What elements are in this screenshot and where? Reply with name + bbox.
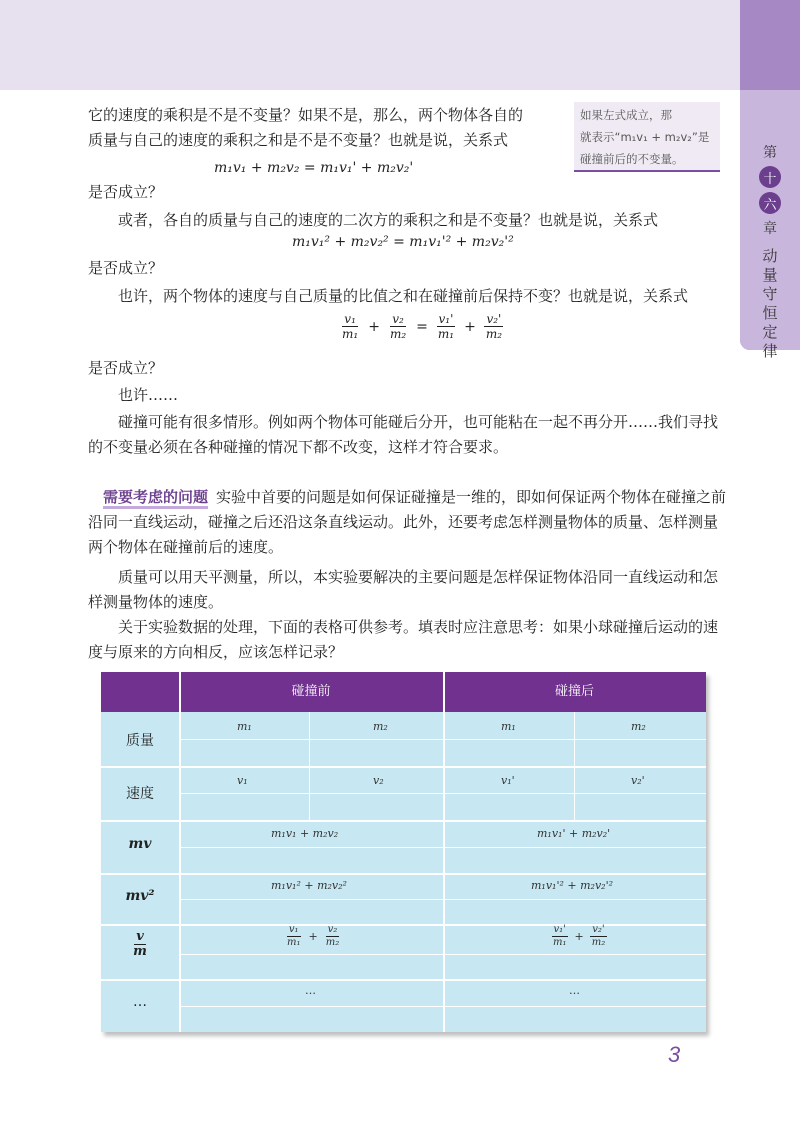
paragraph-9-text: 实验中首要的问题是如何保证碰撞是一维的，即如何保证两个物体在碰撞之前沿同一直线运动，碰撞之后还沿这条直线运动。此外，还要考虑怎样测量物体的质量、怎样测量两个物体在碰撞前后的速度。: [88, 488, 727, 556]
header-after: 碰撞后: [554, 684, 594, 699]
header-band: [0, 0, 740, 90]
cell-etc-after: …: [569, 984, 580, 997]
frac-a: [340, 312, 360, 341]
cell-mv-before: m₁v₁ + m₂v₂: [271, 827, 339, 840]
cell-mass-before-1: m₁: [237, 720, 252, 733]
paragraph-1-line-2: 质量与自己的速度的乘积之和是不是不变量？也就是说，关系式: [88, 131, 509, 149]
chapter-prefix: 第: [763, 145, 777, 161]
cell-vm-after-frac-a: [551, 924, 569, 949]
cell-vm-before-a-num: v₁: [288, 924, 299, 935]
cell-vm-before-b-num: v₂: [327, 924, 338, 935]
frac-c: [436, 312, 456, 341]
frac-b-den: m₂: [389, 327, 407, 341]
row-label-mv2: mv²: [125, 888, 155, 904]
frac-d: [484, 312, 504, 341]
section-heading: 需要考虑的问题: [103, 488, 208, 509]
cell-velocity-after-1: v₁': [501, 774, 515, 787]
table-header: [101, 672, 706, 712]
paragraph-9: [88, 485, 728, 560]
subrow-3: [179, 847, 706, 848]
note-line-2: 就表示“m₁v₁ + m₂v₂”是: [580, 130, 710, 144]
frac-b: [388, 312, 408, 341]
cell-mv-after: m₁v₁' + m₂v₂': [537, 827, 611, 840]
paragraph-10: 质量可以用天平测量，所以，本实验要解决的主要问题是怎样保证物体沿同一直线运动和怎样测量物体的速度。: [88, 568, 719, 611]
row-label-vm-den: m: [133, 944, 147, 959]
note-line-3: 碰撞前后的不变量。: [580, 152, 684, 166]
row-sep-3: [101, 873, 706, 875]
equation-energy: m₁v₁² + m₂v₂² = m₁v₁'² + m₂v₂'²: [292, 234, 514, 250]
frac-d-den: m₂: [485, 327, 503, 341]
page-number: 3: [668, 1042, 681, 1067]
paragraph-5: 也许，两个物体的速度与自己质量的比值之和在碰撞前后保持不变？也就是说，关系式: [118, 287, 689, 305]
data-table: [101, 672, 706, 1032]
chapter-label: [750, 142, 790, 362]
frac-d-num: v₂': [486, 312, 502, 326]
cell-vm-before-frac-b: [324, 924, 342, 949]
row-label-etc: …: [133, 994, 147, 1010]
note-line-1: 如果左式成立，那: [580, 108, 672, 122]
cell-mass-after-2: m₂: [631, 720, 646, 733]
cell-mass-before-2: m₂: [373, 720, 388, 733]
row-label-mass: 质量: [126, 733, 154, 749]
equation-momentum: m₁v₁ + m₂v₂ = m₁v₁' + m₂v₂': [214, 160, 414, 176]
table-divider-label: [179, 672, 181, 1032]
cell-velocity-after-2: v₂': [631, 774, 645, 787]
chapter-title: 动量守恒定律: [760, 248, 779, 362]
cell-vm-before-a-den: m₁: [287, 937, 301, 948]
cell-velocity-before-2: v₂: [373, 774, 384, 787]
cell-vm-before: $\frac{\text{v₁}}{\text{m₁}}$ + $\frac{\text{v₂}}{\text{m₂}}$: [287, 924, 340, 948]
frac-a-num: v₁: [344, 312, 356, 326]
row-label-vm-num: v: [136, 929, 144, 944]
cell-mass-after-1: m₁: [501, 720, 516, 733]
paragraph-2: 是否成立？: [88, 183, 164, 201]
subrow-6: [179, 1006, 706, 1007]
paragraph-6: 是否成立？: [88, 359, 164, 377]
paragraph-4: 是否成立？: [88, 259, 164, 277]
subrow-1: [179, 739, 706, 740]
table-divider-middle: [443, 672, 445, 1032]
equation-ratio: $\frac{\text{v₁}}{\text{m₁}}$ + $\frac{\text{v₂}}{\text{m₂}}$ = $\frac{\text{v₁'}}{\text{m₁}}$ + $\frac{\text{v₂'}}{\text{m₂}}$: [342, 312, 503, 341]
chapter-number-2: 六: [759, 192, 781, 214]
margin-note: [574, 102, 720, 172]
header-before: 碰撞前: [291, 684, 331, 699]
subrow-4: [179, 899, 706, 900]
paragraph-1-line-1: 它的速度的乘积是不是不变量？如果不是，那么，两个物体各自的: [88, 106, 524, 124]
cell-mv2-before: m₁v₁² + m₂v₂²: [271, 879, 347, 892]
row-sep-4: [101, 924, 706, 926]
cell-vm-after-a-den: m₁: [553, 937, 567, 948]
row-label-vm-frac: [131, 930, 149, 959]
chapter-number-1: 十: [759, 166, 781, 188]
subrow-5: [179, 954, 706, 955]
cell-velocity-before-1: v₁: [237, 774, 248, 787]
cell-vm-before-b-den: m₂: [325, 937, 340, 948]
row-label-velocity: 速度: [126, 786, 154, 802]
cell-etc-before: …: [305, 984, 316, 997]
frac-a-den: m₁: [342, 327, 359, 341]
paragraph-7: 也许……: [118, 386, 179, 404]
row-label-vm: [101, 930, 179, 959]
cell-vm-before-frac-a: [285, 924, 303, 949]
cell-vm-after: $\frac{\text{v₁'}}{\text{m₁}}$ + $\frac{\text{v₂'}}{\text{m₂}}$: [553, 924, 606, 948]
row-sep-1: [101, 766, 706, 768]
row-sep-5: [101, 979, 706, 981]
row-sep-2: [101, 820, 706, 822]
cell-vm-after-b-den: m₂: [591, 937, 606, 948]
chapter-suffix: 章: [763, 221, 777, 237]
paragraph-8: 碰撞可能有很多情形。例如两个物体可能碰后分开，也可能粘在一起不再分开……我们寻找的不变量必须在各种碰撞的情况下都不改变，这样才符合要求。: [88, 413, 719, 456]
cell-vm-after-b-num: v₂': [592, 924, 605, 935]
frac-b-num: v₂: [392, 312, 404, 326]
row-label-mv: mv: [128, 836, 152, 852]
paragraph-11: 关于实验数据的处理，下面的表格可供参考。填表时应注意思考：如果小球碰撞后运动的速度与原来的方向相反，应该怎样记录？: [88, 618, 719, 661]
cell-vm-after-a-num: v₁': [553, 924, 566, 935]
cell-mv2-after: m₁v₁'² + m₂v₂'²: [531, 879, 614, 892]
subrow-2: [179, 793, 706, 794]
cell-vm-after-frac-b: [590, 924, 608, 949]
frac-c-den: m₁: [437, 327, 455, 341]
frac-c-num: v₁': [438, 312, 454, 326]
paragraph-3: 或者，各自的质量与自己的速度的二次方的乘积之和是不变量？也就是说，关系式: [118, 211, 659, 229]
